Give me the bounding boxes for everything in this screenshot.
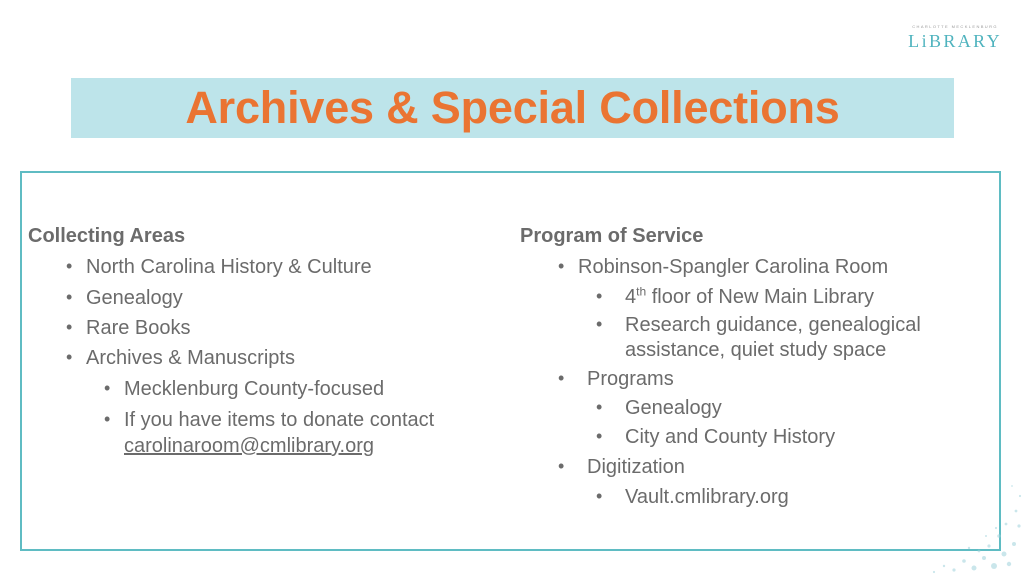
- floor-suffix: th: [636, 284, 647, 299]
- bullet: •: [596, 286, 603, 306]
- bullet: •: [596, 486, 603, 506]
- service-item: Robinson-Spangler Carolina Room: [578, 256, 889, 278]
- bullet: •: [558, 256, 565, 276]
- vault-link[interactable]: Vault.cmlibrary.org: [625, 486, 789, 508]
- collecting-item: North Carolina History & Culture: [86, 256, 372, 278]
- bullet: •: [558, 368, 565, 388]
- bullet: •: [558, 456, 565, 476]
- bullet: •: [104, 378, 111, 398]
- bullet: •: [596, 314, 603, 334]
- collecting-item: Archives & Manuscripts: [86, 347, 295, 369]
- decorative-splash: [874, 436, 1024, 576]
- bullet: •: [596, 397, 603, 417]
- collecting-subitem: If you have items to donate contact: [124, 409, 435, 431]
- floor-number: 4: [625, 286, 637, 308]
- bullet: •: [66, 317, 73, 337]
- collecting-subitem: Mecklenburg County-focused: [124, 378, 385, 400]
- collecting-item: Genealogy: [86, 287, 183, 309]
- logo-wordmark: LiBRARY: [908, 31, 1002, 51]
- service-subitem-floor: [625, 284, 874, 310]
- collecting-item: Rare Books: [86, 317, 191, 339]
- service-subitem: assistance, quiet study space: [625, 339, 887, 361]
- bullet: •: [104, 409, 111, 429]
- service-subitem: Research guidance, genealogical: [625, 314, 921, 336]
- bullet: •: [66, 287, 73, 307]
- logo-tagline: CHARLOTTE MECKLENBURG: [912, 24, 998, 29]
- donation-email-link[interactable]: carolinaroom@cmlibrary.org: [124, 435, 374, 457]
- service-subitem: Genealogy: [625, 397, 722, 419]
- collecting-areas-heading: Collecting Areas: [28, 225, 186, 247]
- floor-text: floor of New Main Library: [646, 286, 875, 308]
- title-band: [71, 78, 954, 138]
- bullet: •: [596, 426, 603, 446]
- service-item: Digitization: [587, 456, 685, 478]
- page-title: Archives & Special Collections: [185, 82, 840, 133]
- program-of-service-heading: Program of Service: [520, 225, 704, 247]
- service-item: Programs: [587, 368, 674, 390]
- bullet: •: [66, 347, 73, 367]
- library-logo: [908, 24, 1002, 50]
- bullet: •: [66, 256, 73, 276]
- service-subitem: City and County History: [625, 426, 836, 448]
